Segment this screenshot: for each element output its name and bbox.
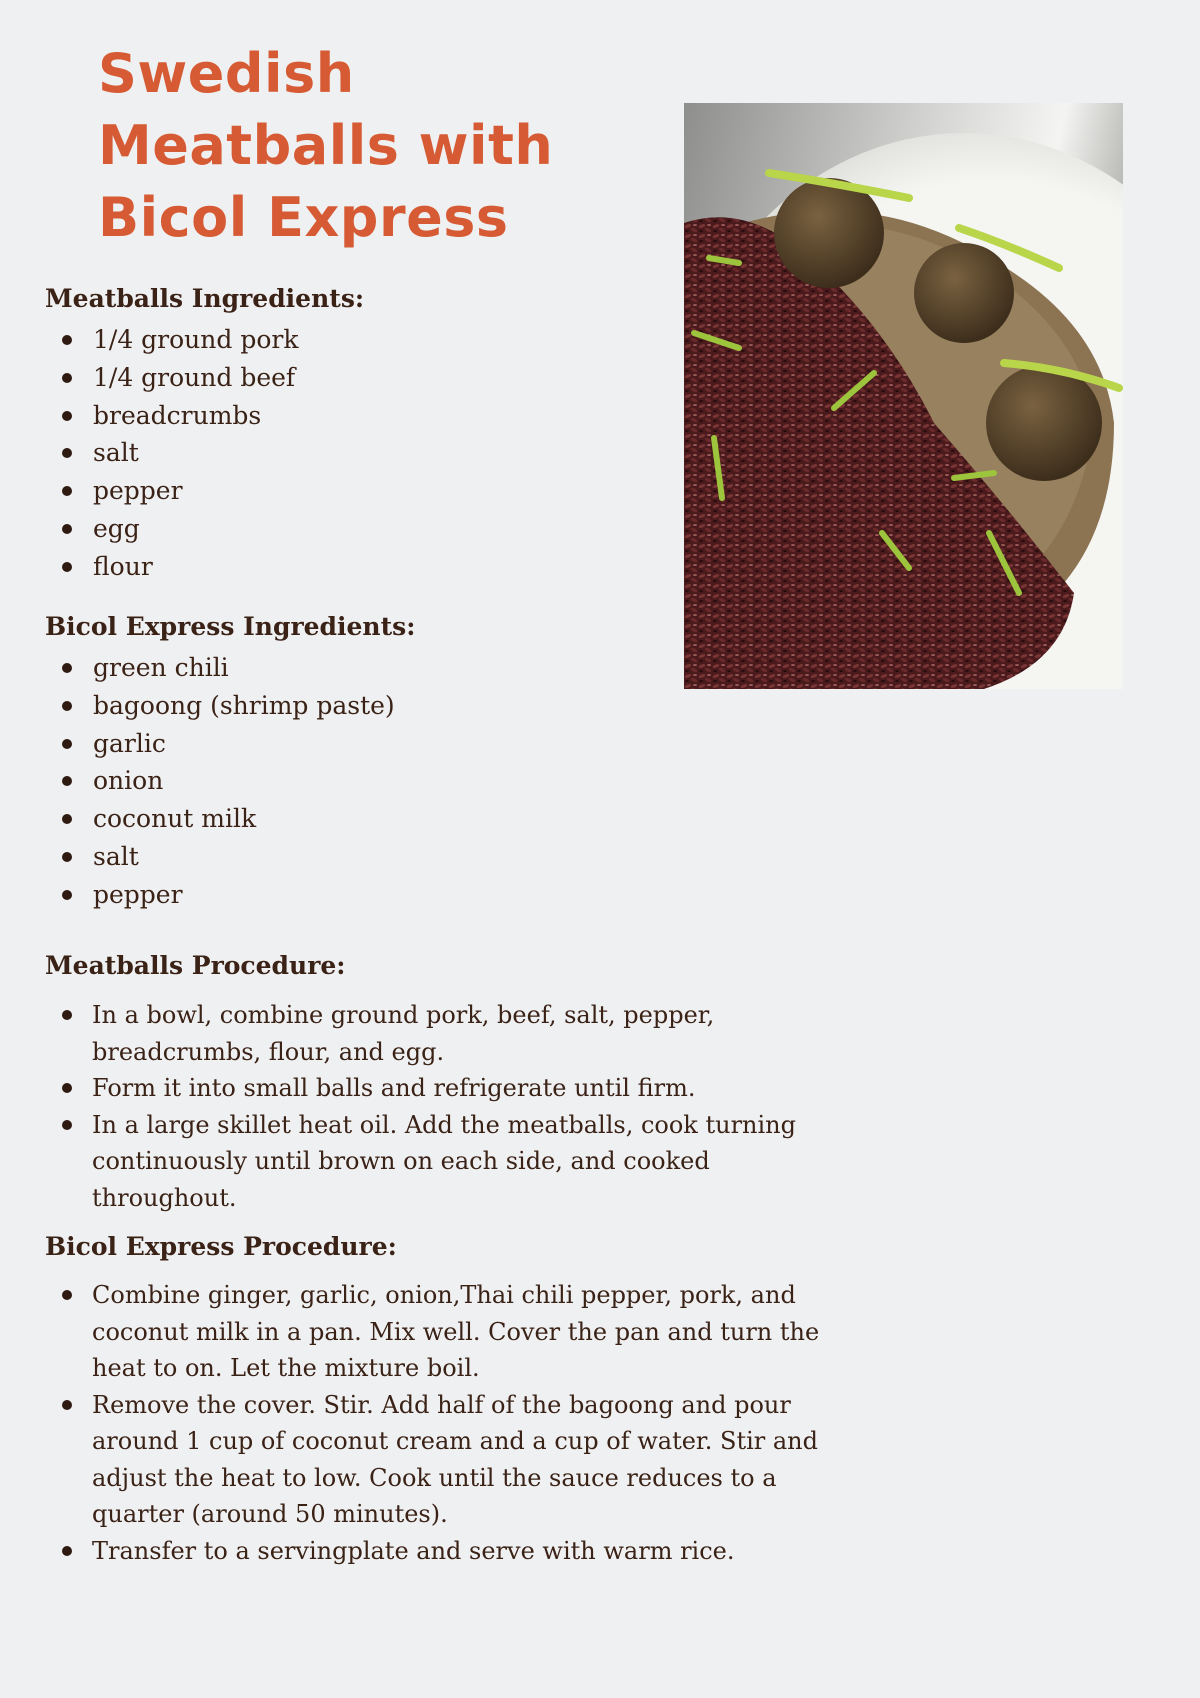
list-item: 1/4 ground pork [0,321,299,359]
list-item: Remove the cover. Stir. Add half of the bagoong and pour around 1 cup of coconut cream and a cup of water. Stir and adjust the heat to low. Cook until the sauce reduces to a quarter (around 50 minutes). [0,1387,850,1533]
meatballs-procedure-heading: Meatballs Procedure: [45,951,346,980]
list-item: pepper [0,472,299,510]
meatballs-ingredients-list [0,321,299,586]
title-line-3: Bicol Express [98,186,509,249]
meatballs-procedure-list [0,997,850,1216]
list-item: salt [0,434,299,472]
list-item: Transfer to a servingplate and serve with warm rice. [0,1533,850,1570]
title-line-1: Swedish [98,42,355,105]
list-item: Combine ginger, garlic, onion,Thai chili pepper, pork, and coconut milk in a pan. Mix well. Cover the pan and turn the heat to on. Let the mixture boil. [0,1277,850,1387]
list-item: breadcrumbs [0,397,299,435]
list-item: Form it into small balls and refrigerate until firm. [0,1070,850,1107]
bicol-ingredients-list [0,649,395,914]
bicol-procedure-list [0,1277,850,1569]
list-item: egg [0,510,299,548]
bicol-ingredients-heading: Bicol Express Ingredients: [45,612,416,641]
list-item: pepper [0,876,395,914]
list-item: bagoong (shrimp paste) [0,687,395,725]
list-item: coconut milk [0,800,395,838]
dish-photo-illustration [684,103,1123,689]
bicol-procedure-heading: Bicol Express Procedure: [45,1232,397,1261]
list-item: 1/4 ground beef [0,359,299,397]
list-item: In a large skillet heat oil. Add the meatballs, cook turning continuously until brown on each side, and cooked throughout. [0,1107,850,1217]
list-item: salt [0,838,395,876]
list-item: garlic [0,725,395,763]
list-item: In a bowl, combine ground pork, beef, salt, pepper, breadcrumbs, flour, and egg. [0,997,850,1070]
dish-photo [684,103,1123,689]
list-item: flour [0,548,299,586]
title-line-2: Meatballs with [98,114,554,177]
recipe-title [98,38,618,254]
meatballs-ingredients-heading: Meatballs Ingredients: [45,284,365,313]
list-item: green chili [0,649,395,687]
list-item: onion [0,762,395,800]
